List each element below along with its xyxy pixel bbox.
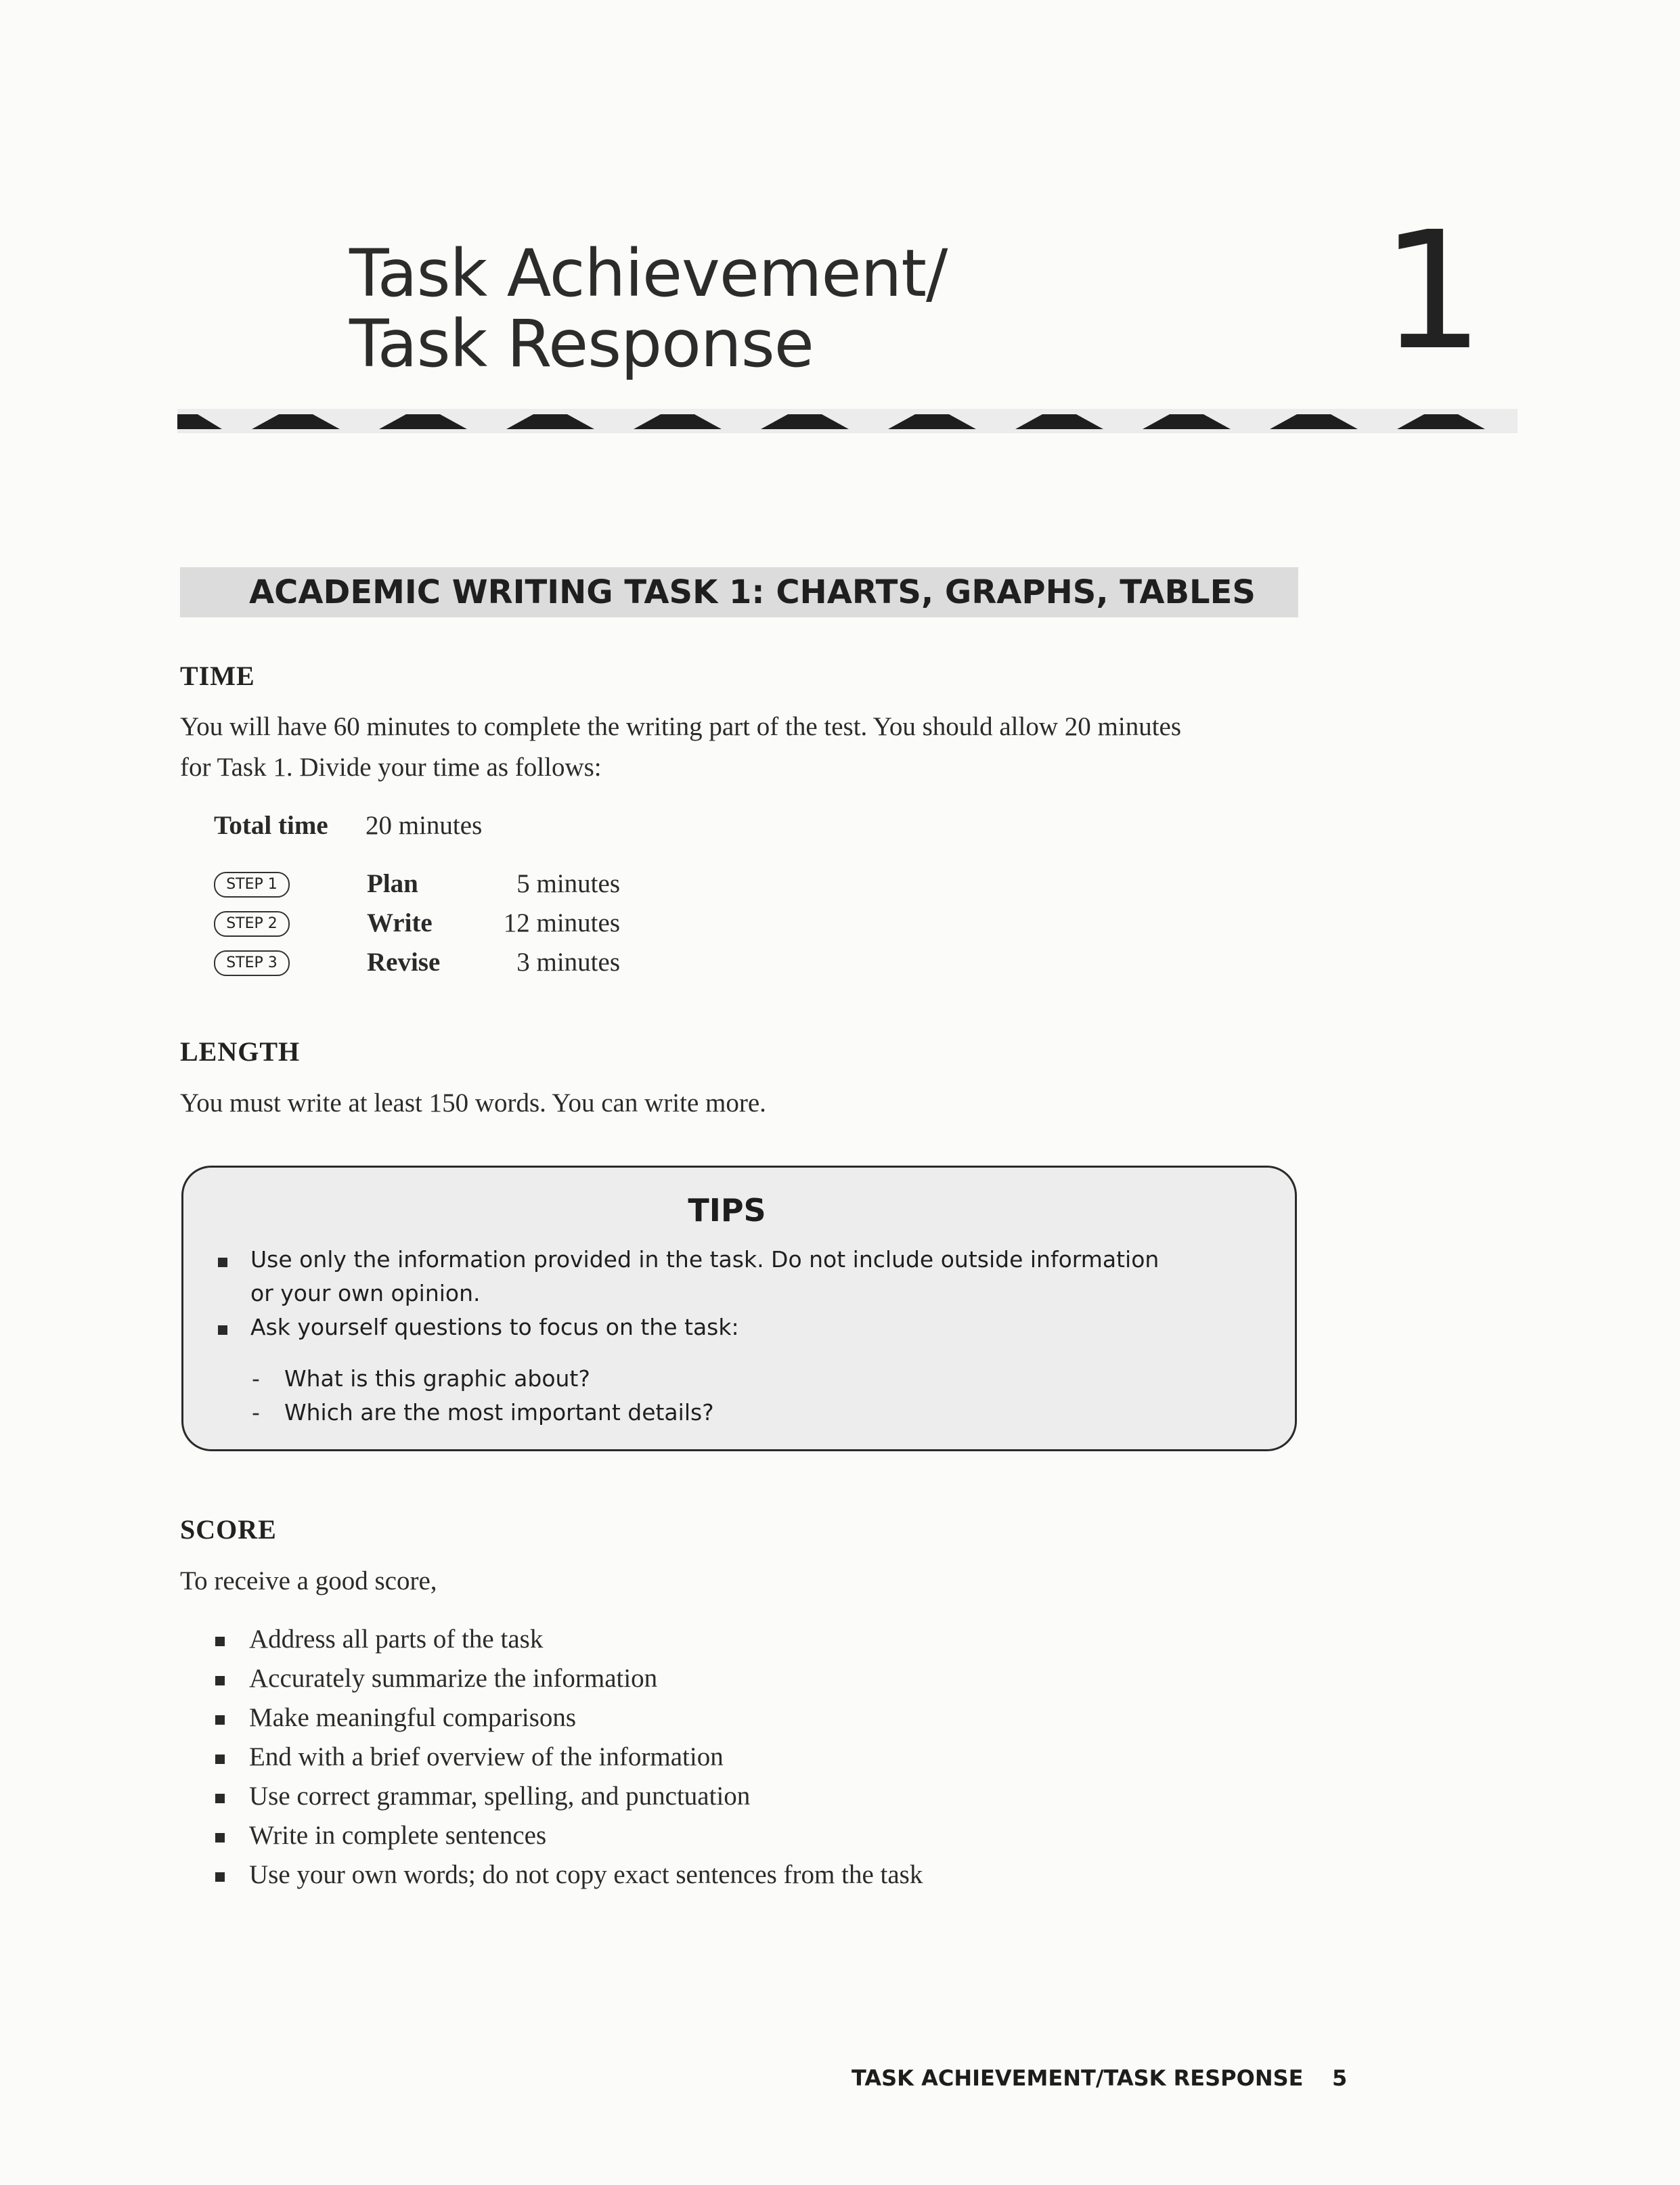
section-banner-title: ACADEMIC WRITING TASK 1: CHARTS, GRAPHS, TABLES: [249, 573, 1256, 611]
score-bullet-icon: [215, 1794, 225, 1803]
score-item: Accurately summarize the information: [249, 1664, 658, 1693]
footer-running-title: TASK ACHIEVEMENT/TASK RESPONSE: [852, 2065, 1304, 2091]
tips-subitem-2: Which are the most important details?: [284, 1399, 714, 1426]
footer-page-number: 5: [1332, 2065, 1348, 2091]
step-3-minutes: 3 minutes: [516, 948, 620, 977]
tips-item-2: Ask yourself questions to focus on the task:: [250, 1314, 739, 1340]
score-bullet-icon: [215, 1676, 225, 1685]
tips-item-1-line-1: Use only the information provided in the task. Do not include outside information: [250, 1246, 1159, 1273]
length-text: You must write at least 150 words. You can write more.: [180, 1088, 766, 1118]
score-heading: SCORE: [180, 1514, 277, 1545]
chapter-title-line-2: Task Response: [349, 306, 814, 382]
score-item: Make meaningful comparisons: [249, 1703, 577, 1732]
tips-bullet-icon: [218, 1258, 227, 1267]
chapter-title: [349, 236, 948, 382]
chapter-title-line-1: Task Achievement/: [349, 236, 948, 311]
step-2-badge: STEP 2: [214, 911, 290, 937]
tips-item-1-line-2: or your own opinion.: [250, 1280, 481, 1306]
time-intro-line-2: for Task 1. Divide your time as follows:: [180, 753, 602, 782]
tips-bullet-icon: [218, 1325, 227, 1335]
score-item: Address all parts of the task: [249, 1625, 544, 1654]
step-1-label: Plan: [367, 869, 418, 898]
score-intro: To receive a good score,: [180, 1566, 437, 1595]
time-heading: TIME: [180, 661, 255, 691]
score-item: Use your own words; do not copy exact sentences from the task: [249, 1860, 923, 1889]
tips-dash-icon: -: [252, 1399, 260, 1426]
step-2-minutes: 12 minutes: [503, 908, 620, 937]
length-heading: LENGTH: [180, 1036, 301, 1067]
tips-title: TIPS: [688, 1192, 766, 1229]
score-item: End with a brief overview of the information: [249, 1742, 724, 1771]
total-time-value: 20 minutes: [366, 811, 483, 840]
tips-subitem-1: What is this graphic about?: [284, 1365, 590, 1392]
total-time-label: Total time: [214, 811, 328, 840]
time-intro-line-1: You will have 60 minutes to complete the writing part of the test. You should allow 20 minutes: [180, 712, 1182, 741]
step-1-minutes: 5 minutes: [516, 869, 620, 898]
chapter-rule-stripes: [177, 409, 1518, 433]
step-1-badge: STEP 1: [214, 872, 290, 898]
step-2-label: Write: [367, 908, 433, 937]
score-bullet-icon: [215, 1715, 225, 1725]
score-item: Use correct grammar, spelling, and punctuation: [249, 1782, 751, 1811]
chapter-number: 1: [1381, 196, 1484, 386]
score-item: Write in complete sentences: [249, 1821, 547, 1850]
score-bullet-icon: [215, 1754, 225, 1764]
score-bullet-icon: [215, 1637, 225, 1646]
step-3-label: Revise: [367, 948, 441, 977]
score-bullet-icon: [215, 1872, 225, 1882]
tips-dash-icon: -: [252, 1365, 260, 1392]
score-bullet-icon: [215, 1833, 225, 1842]
step-3-badge: STEP 3: [214, 950, 290, 976]
